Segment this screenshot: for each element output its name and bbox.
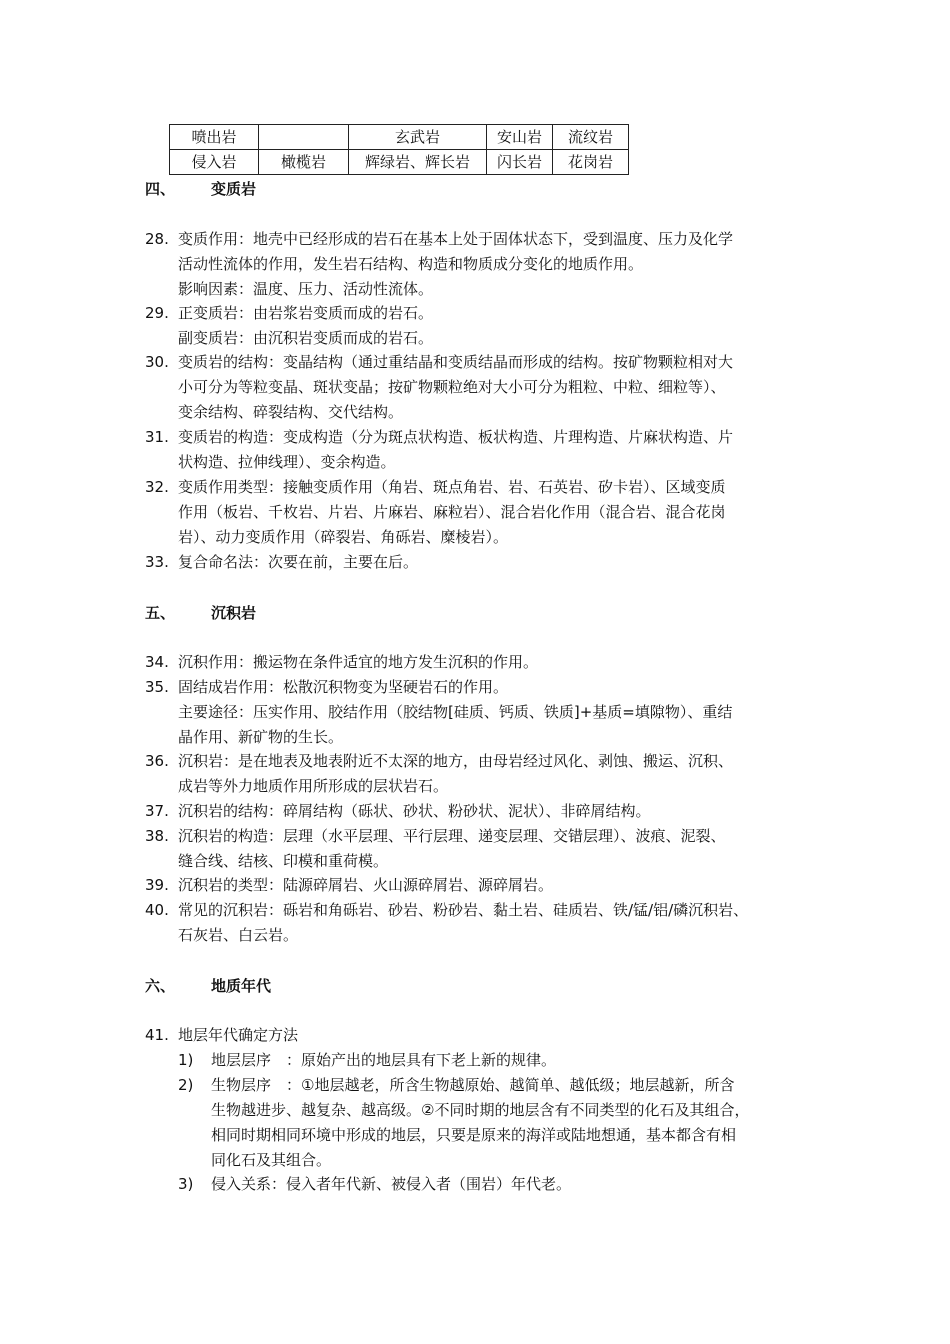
item-number: 29. — [145, 304, 169, 322]
section-number: 五、 — [145, 604, 176, 622]
item-number: 30. — [145, 353, 169, 371]
list-item-38 — [145, 824, 825, 874]
item-line: 变质岩的结构：变晶结构（通过重结晶和变质结晶而形成的结构。按矿物颗粒相对大 — [178, 353, 734, 371]
item-line: 固结成岩作用：松散沉积物变为坚硬岩石的作用。 — [178, 678, 509, 696]
item-number: 40. — [145, 901, 169, 919]
table-cell: 橄榄岩 — [259, 150, 349, 175]
table-row — [170, 125, 629, 150]
list-item-41 — [145, 1023, 825, 1048]
section-title: 变质岩 — [211, 180, 257, 198]
list-item-39 — [145, 873, 825, 898]
item-line: 状构造、拉伸线理）、变余构造。 — [178, 453, 396, 471]
section-title: 地质年代 — [211, 977, 272, 995]
item-line: 小可分为等粒变晶、斑状变晶；按矿物颗粒绝对大小可分为粗粒、中粒、细粒等）、 — [178, 378, 726, 396]
table-cell: 闪长岩 — [487, 150, 553, 175]
item-number: 37. — [145, 802, 169, 820]
item-line: 沉积岩的结构：碎屑结构（砾状、砂状、粉砂状、泥状）、非碎屑结构。 — [178, 802, 651, 820]
section-number: 四、 — [145, 180, 176, 198]
section-heading-metamorphic — [145, 178, 256, 199]
sub-item-number: 3) — [178, 1175, 194, 1193]
table-row — [170, 150, 629, 175]
table-cell — [259, 125, 349, 150]
item-line: 影响因素：温度、压力、活动性流体。 — [178, 280, 434, 298]
sub-item-line: 同化石及其组合。 — [211, 1151, 332, 1169]
item-number: 38. — [145, 827, 169, 845]
item-line: 副变质岩：由沉积岩变质而成的岩石。 — [178, 329, 434, 347]
sub-item-line: 相同时期相同环境中形成的地层，只要是原来的海洋或陆地想通，基本都含有相 — [211, 1126, 737, 1144]
sub-item-line: 侵入关系：侵入者年代新、被侵入者（围岩）年代老。 — [211, 1175, 572, 1193]
item-number: 31. — [145, 428, 169, 446]
item-line: 作用（板岩、千枚岩、片岩、片麻岩、麻粒岩）、混合岩化作用（混合岩、混合花岗 — [178, 503, 726, 521]
item-line: 常见的沉积岩：砾岩和角砾岩、砂岩、粉砂岩、黏土岩、硅质岩、铁/锰/铝/磷沉积岩、 — [178, 901, 749, 919]
item-number: 36. — [145, 752, 169, 770]
item-number: 39. — [145, 876, 169, 894]
list-item-36 — [145, 749, 825, 799]
sub-item-1 — [178, 1048, 818, 1073]
sub-item-2 — [178, 1073, 818, 1173]
item-line: 地层年代确定方法 — [178, 1026, 299, 1044]
item-line: 沉积岩的构造：层理（水平层理、平行层理、递变层理、交错层理）、波痕、泥裂、 — [178, 827, 726, 845]
list-item-28 — [145, 227, 825, 302]
sub-item-line: 生物层序 ：①地层越老，所含生物越原始、越简单、越低级；地层越新，所含 — [211, 1076, 735, 1094]
item-line: 沉积作用：搬运物在条件适宜的地方发生沉积的作用。 — [178, 653, 539, 671]
section-heading-sedimentary — [145, 602, 256, 623]
table-cell: 喷出岩 — [170, 125, 259, 150]
item-line: 正变质岩：由岩浆岩变质而成的岩石。 — [178, 304, 434, 322]
item-line: 岩）、动力变质作用（碎裂岩、角砾岩、糜棱岩）。 — [178, 528, 509, 546]
item-line: 活动性流体的作用，发生岩石结构、构造和物质成分变化的地质作用。 — [178, 255, 644, 273]
sub-item-number: 1) — [178, 1051, 194, 1069]
section-heading-geologic-time — [145, 975, 271, 996]
item-number: 33. — [145, 553, 169, 571]
item-line: 变质岩的构造：变成构造（分为斑点状构造、板状构造、片理构造、片麻状构造、片 — [178, 428, 734, 446]
item-line: 成岩等外力地质作用所形成的层状岩石。 — [178, 777, 449, 795]
item-number: 41. — [145, 1026, 169, 1044]
table-cell: 侵入岩 — [170, 150, 259, 175]
item-line: 缝合线、结核、印模和重荷模。 — [178, 852, 389, 870]
list-item-40 — [145, 898, 825, 948]
item-line: 晶作用、新矿物的生长。 — [178, 728, 344, 746]
item-line: 沉积岩的类型：陆源碎屑岩、火山源碎屑岩、源碎屑岩。 — [178, 876, 554, 894]
table-cell: 安山岩 — [487, 125, 553, 150]
list-item-34 — [145, 650, 825, 675]
item-line: 石灰岩、白云岩。 — [178, 926, 299, 944]
list-item-33 — [145, 550, 825, 575]
list-item-35 — [145, 675, 825, 750]
item-line: 变质作用类型：接触变质作用（角岩、斑点角岩、岩、石英岩、矽卡岩）、区域变质 — [178, 478, 726, 496]
item-line: 复合命名法：次要在前，主要在后。 — [178, 553, 419, 571]
list-item-31 — [145, 425, 825, 475]
item-line: 变余结构、碎裂结构、交代结构。 — [178, 403, 404, 421]
list-item-37 — [145, 799, 825, 824]
item-number: 28. — [145, 230, 169, 248]
item-number: 35. — [145, 678, 169, 696]
table-cell: 花岗岩 — [553, 150, 629, 175]
item-number: 32. — [145, 478, 169, 496]
list-item-29 — [145, 301, 825, 351]
item-number: 34. — [145, 653, 169, 671]
table-cell: 玄武岩 — [349, 125, 487, 150]
table-cell: 流纹岩 — [553, 125, 629, 150]
sub-item-3 — [178, 1172, 818, 1197]
section-number: 六、 — [145, 977, 176, 995]
list-item-30 — [145, 350, 825, 425]
sub-item-line: 地层层序 ：原始产出的地层具有下老上新的规律。 — [211, 1051, 557, 1069]
sub-item-line: 生物越进步、越复杂、越高级。②不同时期的地层含有不同类型的化石及其组合， — [211, 1101, 750, 1119]
item-line: 变质作用：地壳中已经形成的岩石在基本上处于固体状态下，受到温度、压力及化学 — [178, 230, 734, 248]
item-line: 沉积岩：是在地表及地表附近不太深的地方，由母岩经过风化、剥蚀、搬运、沉积、 — [178, 752, 734, 770]
rock-classification-table — [169, 124, 629, 175]
section-title: 沉积岩 — [211, 604, 257, 622]
table-cell: 辉绿岩、辉长岩 — [349, 150, 487, 175]
item-line: 主要途径：压实作用、胶结作用（胶结物[硅质、钙质、铁质]+基质=填隙物）、重结 — [178, 703, 733, 721]
sub-item-number: 2) — [178, 1076, 194, 1094]
list-item-32 — [145, 475, 825, 550]
